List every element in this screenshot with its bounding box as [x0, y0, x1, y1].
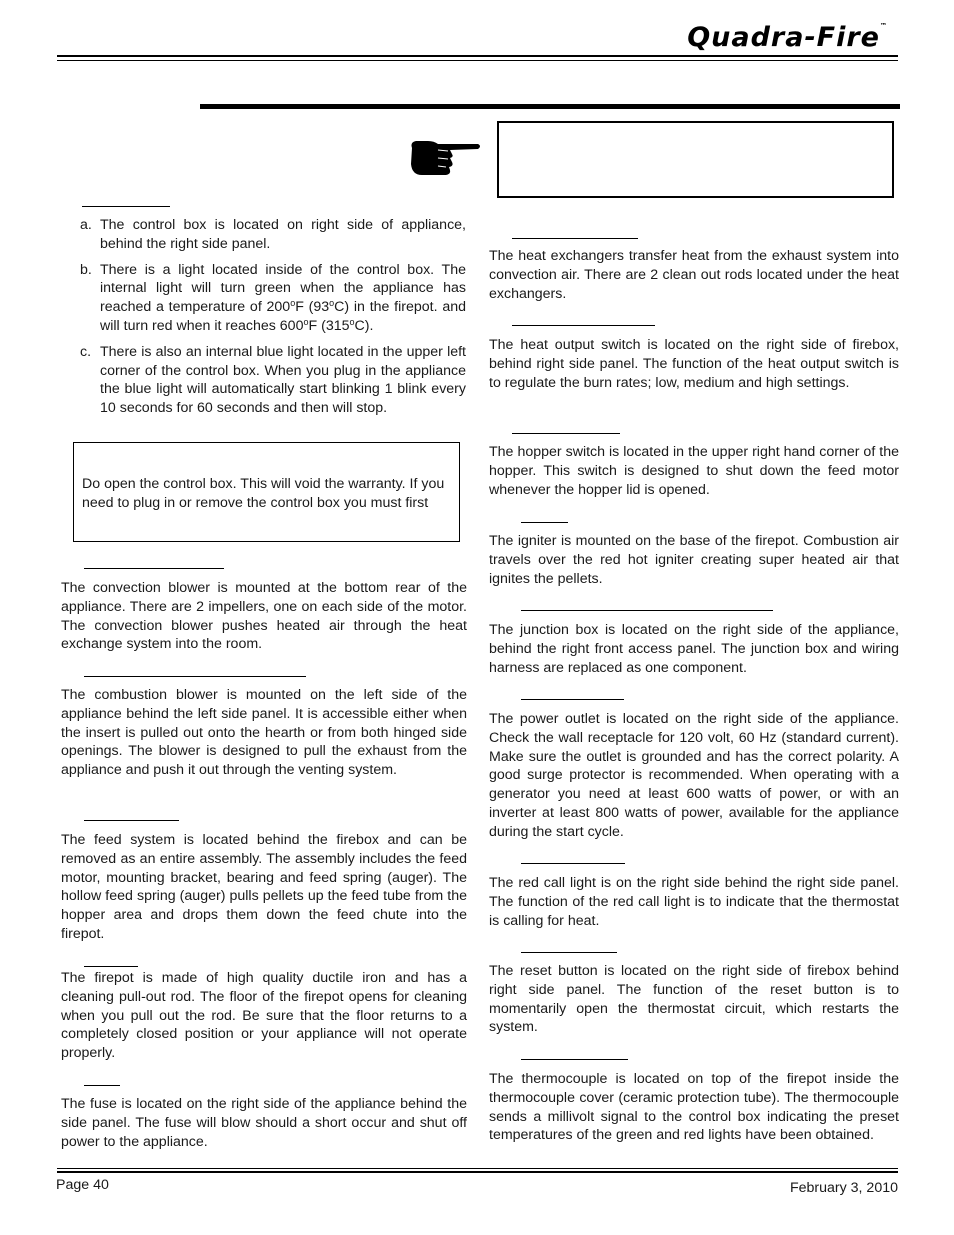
document-date: February 3, 2010	[789, 1180, 898, 1196]
pointing-hand-icon	[408, 138, 482, 178]
heading-underline-firepot	[84, 966, 138, 967]
page-number: Page 40	[56, 1177, 109, 1193]
reset-button-text: The reset button is located on the right side of firebox behind right side panel. The function of the reset button is to momentarily open the thermostat circuit, which restarts the system.	[489, 963, 899, 1036]
igniter-text: The igniter is mounted on the base of the firepot. Combustion air travels over the red hot igniter creating super heated air that ignites the pellets.	[489, 533, 899, 587]
heading-underline-power-outlet	[521, 699, 624, 700]
fuse-text: The fuse is located on the right side of the appliance behind the side panel. The fuse will blow should a short occur and shut off power to the appliance.	[61, 1096, 467, 1150]
convection-blower-text: The convection blower is mounted at the bottom rear of the appliance. There are 2 impellers, one on each side of the motor. The convection blower pushes heated air through the heat exchange system into the room.	[61, 580, 467, 653]
list-item-text: There is a light located inside of the control box. The internal light will turn green when the appliance has reached a temperature of 200$^o$F (93$^o$C) in the firepot. and will turn red when it reaches 600$^o$F (315$^o$C).	[100, 261, 466, 334]
feed-system-text: The feed system is located behind the firebox and can be removed as an entire assembly. The assembly includes the feed motor, mounting bracket, bearing and feed spring (auger). The hollow feed spring (auger) pulls pellets up the feed tube from the hopper area and drops them down the feed chute into the firepot.	[61, 832, 467, 942]
caution-text: Do open the control box. This will void the warranty. If you need to plug in or remove the control box you must first	[82, 476, 445, 511]
list-item: c. There is also an internal blue light located in the upper left corner of the control box. When you plug in the appliance the blue light will automatically start blinking 1 blink every 10 seconds for 60 seconds and then will stop.	[80, 343, 466, 417]
red-call-light-text: The red call light is on the right side behind the right side panel. The function of the red call light is to indicate that the thermostat is calling for heat.	[489, 875, 899, 929]
heat-output-switch-text: The heat output switch is located on the right side of firebox, behind right side panel. The function of the heat output switch is to regulate the burn rates; low, medium and high settings.	[489, 337, 899, 391]
brand-logo: Quadra-Fire™	[687, 22, 888, 53]
notice-box	[497, 121, 894, 198]
heading-underline-hopper-switch	[512, 433, 620, 434]
header-rule-bottom	[57, 60, 898, 61]
heading-underline-igniter	[521, 522, 568, 523]
heading-underline-feed-system	[84, 820, 179, 821]
junction-box-text: The junction box is located on the right side of the appliance, behind the right front access panel. The junction box and wiring harness are replaced as one component.	[489, 622, 899, 676]
heading-underline-fuse	[84, 1085, 120, 1086]
section-rule	[200, 104, 900, 109]
heading-underline-red-call-light	[521, 863, 625, 864]
heading-underline-reset-button	[521, 952, 617, 953]
heat-exchangers-text: The heat exchangers transfer heat from the exhaust system into convection air. There are 2 clean out rods located under the heat exchangers.	[489, 248, 899, 302]
list-item: b. There is a light located inside of the control box. The internal light will turn green when the appliance has reached a temperature of 200$^o$F (93$^o$C) in the firepot. and will turn red when it reaches 600$^o$F (315$^o$C).	[80, 261, 466, 334]
firepot-text: The firepot is made of high quality ductile iron and has a cleaning pull-out rod. The floor of the firepot opens for cleaning when you pull out the rod. Be sure that the floor returns to a completely closed position or your appliance will not operate properly.	[61, 970, 467, 1062]
heading-underline-junction-box	[521, 610, 773, 611]
thermocouple-text: The thermocouple is located on top of the firepot inside the thermocouple cover (ceramic protection tube). The thermocouple sends a millivolt signal to the control box indicating the preset temperatures of the green and red lights have been obtained.	[489, 1071, 899, 1144]
hopper-switch-text: The hopper switch is located in the upper right hand corner of the hopper. This switch is designed to shut down the feed motor whenever the hopper lid is opened.	[489, 444, 899, 498]
heading-underline-combustion-blower	[84, 676, 306, 677]
control-box-list	[80, 216, 466, 425]
list-item: a. The control box is located on right side of appliance, behind the right side panel.	[80, 217, 466, 252]
footer-rule-bottom	[57, 1171, 898, 1173]
heading-underline-heat-exchangers	[512, 238, 638, 239]
header-rule-top	[57, 55, 898, 57]
heading-underline-thermocouple	[521, 1059, 628, 1060]
combustion-blower-text: The combustion blower is mounted on the left side of the appliance behind the left side panel. It is accessible either when the insert is pulled out onto the hearth or from both hinged side openings. The blower is designed to pull the exhaust from the appliance and push it out through the venting system.	[61, 687, 467, 779]
heading-underline-control-box	[82, 206, 170, 207]
footer-rule-top	[57, 1168, 898, 1169]
heading-underline-heat-output-switch	[512, 325, 655, 326]
power-outlet-text: The power outlet is located on the right side of the appliance. Check the wall receptacle for 120 volt, 60 Hz (standard current). Make sure the outlet is grounded and has the correct polarity. A good surge protector is recommended. When operating with a generator you need at least 600 watts of power, or with an inverter at least 800 watts of power, available for the appliance during the start cycle.	[489, 711, 899, 840]
heading-underline-convection-blower	[84, 568, 224, 569]
